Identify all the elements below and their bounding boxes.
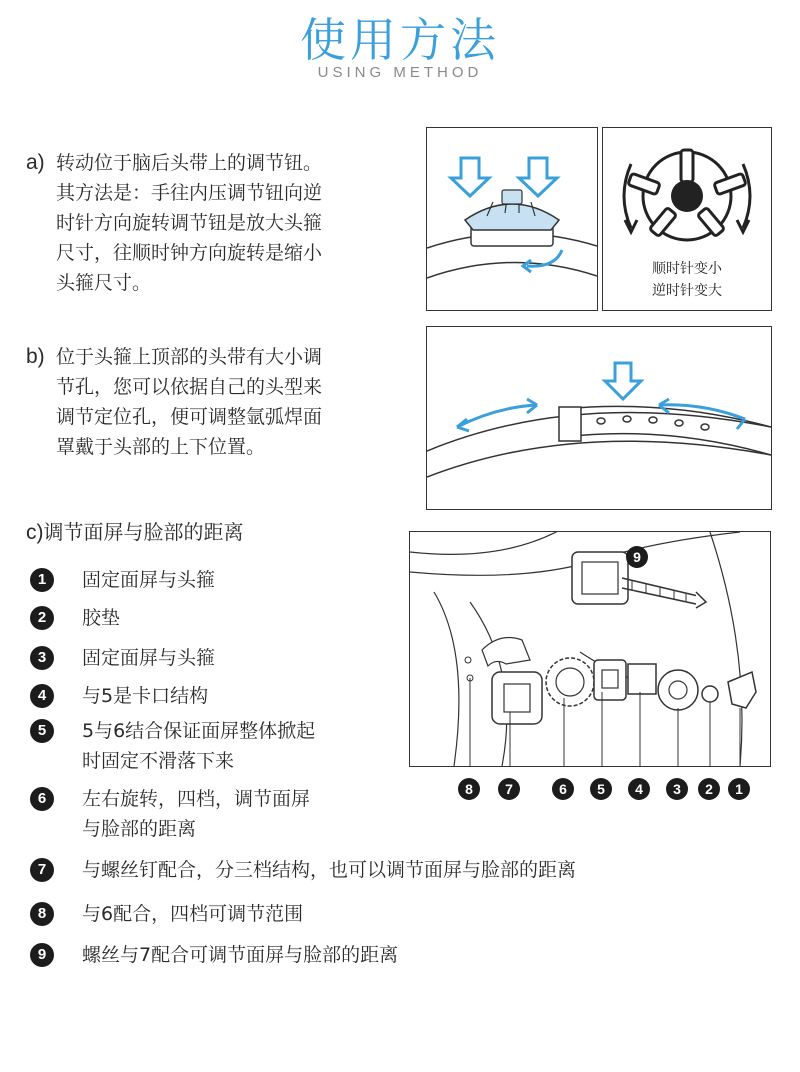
number-badge: 5	[30, 719, 54, 743]
rotation-caption-line: 顺时针变小	[652, 261, 722, 277]
number-badge: 2	[30, 606, 54, 630]
section-b-line: 罩戴于头部的上下位置。	[56, 436, 266, 458]
counterclockwise-arrow-icon	[624, 164, 631, 228]
down-arrow-icon	[451, 158, 489, 196]
knob-press-diagram	[426, 127, 598, 311]
diagram-label-4: 4	[628, 778, 650, 800]
section-b-line: 位于头箍上顶部的头带有大小调	[56, 346, 323, 368]
diagram-label-7: 7	[498, 778, 520, 800]
section-a-line: 头箍尺寸。	[56, 272, 152, 294]
double-arrow-icon	[457, 399, 537, 431]
item-text: 螺丝与7配合可调节面屏与脸部的距离	[82, 944, 399, 966]
diagram-label-3: 3	[666, 778, 688, 800]
item-text: 与6配合，四档可调节范围	[82, 903, 304, 925]
knob-wheel-illustration	[603, 128, 771, 258]
page-subtitle: USING METHOD	[317, 64, 483, 81]
page-title: 使用方法	[300, 13, 500, 67]
section-b-label: b)	[26, 345, 45, 368]
part-1-handle	[728, 672, 756, 708]
number-badge: 6	[30, 787, 54, 811]
rotation-caption	[603, 258, 771, 302]
section-a-label: a)	[26, 151, 45, 174]
adjustment-holes	[597, 416, 709, 430]
item-text: 固定面屏与头箍	[82, 569, 216, 591]
section-b-line: 节孔，您可以依据自己的头型来	[56, 376, 323, 398]
exploded-parts-diagram	[409, 531, 771, 767]
number-badge: 4	[30, 684, 54, 708]
headband-holes-diagram	[426, 326, 772, 510]
number-badge: 3	[30, 646, 54, 670]
down-arrow-icon	[519, 158, 557, 196]
part-6-gear	[546, 658, 594, 706]
item-text: 5与6结合保证面屏整体掀起	[82, 720, 316, 742]
part-2-washer	[702, 686, 718, 702]
part-4-plate	[628, 664, 656, 694]
section-b-line: 调节定位孔，便可调整氩弧焊面	[56, 406, 323, 428]
section-b-text	[26, 342, 416, 462]
rotation-direction-diagram	[602, 127, 772, 311]
section-a-line: 尺寸，往顺时钟方向旋转是缩小	[56, 242, 323, 264]
part-5-clip	[594, 660, 626, 700]
number-badge: 9	[30, 943, 54, 967]
number-badge: 1	[30, 568, 54, 592]
number-badge: 8	[30, 902, 54, 926]
rotation-caption-line: 逆时针变大	[652, 283, 722, 299]
item-text: 与螺丝钉配合，分三档结构，也可以调节面屏与脸部的距离	[82, 859, 577, 881]
section-a-line: 其方法是：手往内压调节钮向逆	[56, 182, 323, 204]
item-text: 与5是卡口结构	[82, 685, 209, 707]
part-3-knob	[658, 670, 698, 710]
item-text: 时固定不滑落下来	[82, 750, 235, 772]
diagram-label-5: 5	[590, 778, 612, 800]
knob-press-illustration	[427, 128, 597, 310]
section-c-title-text: 调节面屏与脸部的距离	[43, 520, 244, 544]
item-text: 固定面屏与头箍	[82, 647, 216, 669]
diagram-label-1: 1	[728, 778, 750, 800]
number-badge: 7	[30, 858, 54, 882]
section-a-text	[26, 148, 416, 298]
diagram-label-9: 9	[626, 546, 648, 568]
diagram-label-8: 8	[458, 778, 480, 800]
section-c-label: c)	[26, 521, 44, 544]
diagram-label-2: 2	[698, 778, 720, 800]
section-a-line: 转动位于脑后头带上的调节钮。	[56, 152, 323, 174]
item-text: 左右旋转，四档，调节面屏	[82, 788, 311, 810]
item-text: 与脸部的距离	[82, 818, 197, 840]
exploded-parts-illustration	[410, 532, 770, 766]
headband-illustration	[427, 327, 771, 509]
rotate-arrow-icon	[523, 250, 562, 272]
item-text: 胶垫	[82, 607, 121, 629]
section-c-title	[26, 516, 244, 545]
clockwise-arrow-icon	[743, 164, 750, 228]
diagram-label-6: 6	[552, 778, 574, 800]
section-a-line: 时针方向旋转调节钮是放大头箍	[56, 212, 323, 234]
part-7-mount	[492, 672, 542, 724]
down-arrow-icon	[605, 363, 641, 399]
